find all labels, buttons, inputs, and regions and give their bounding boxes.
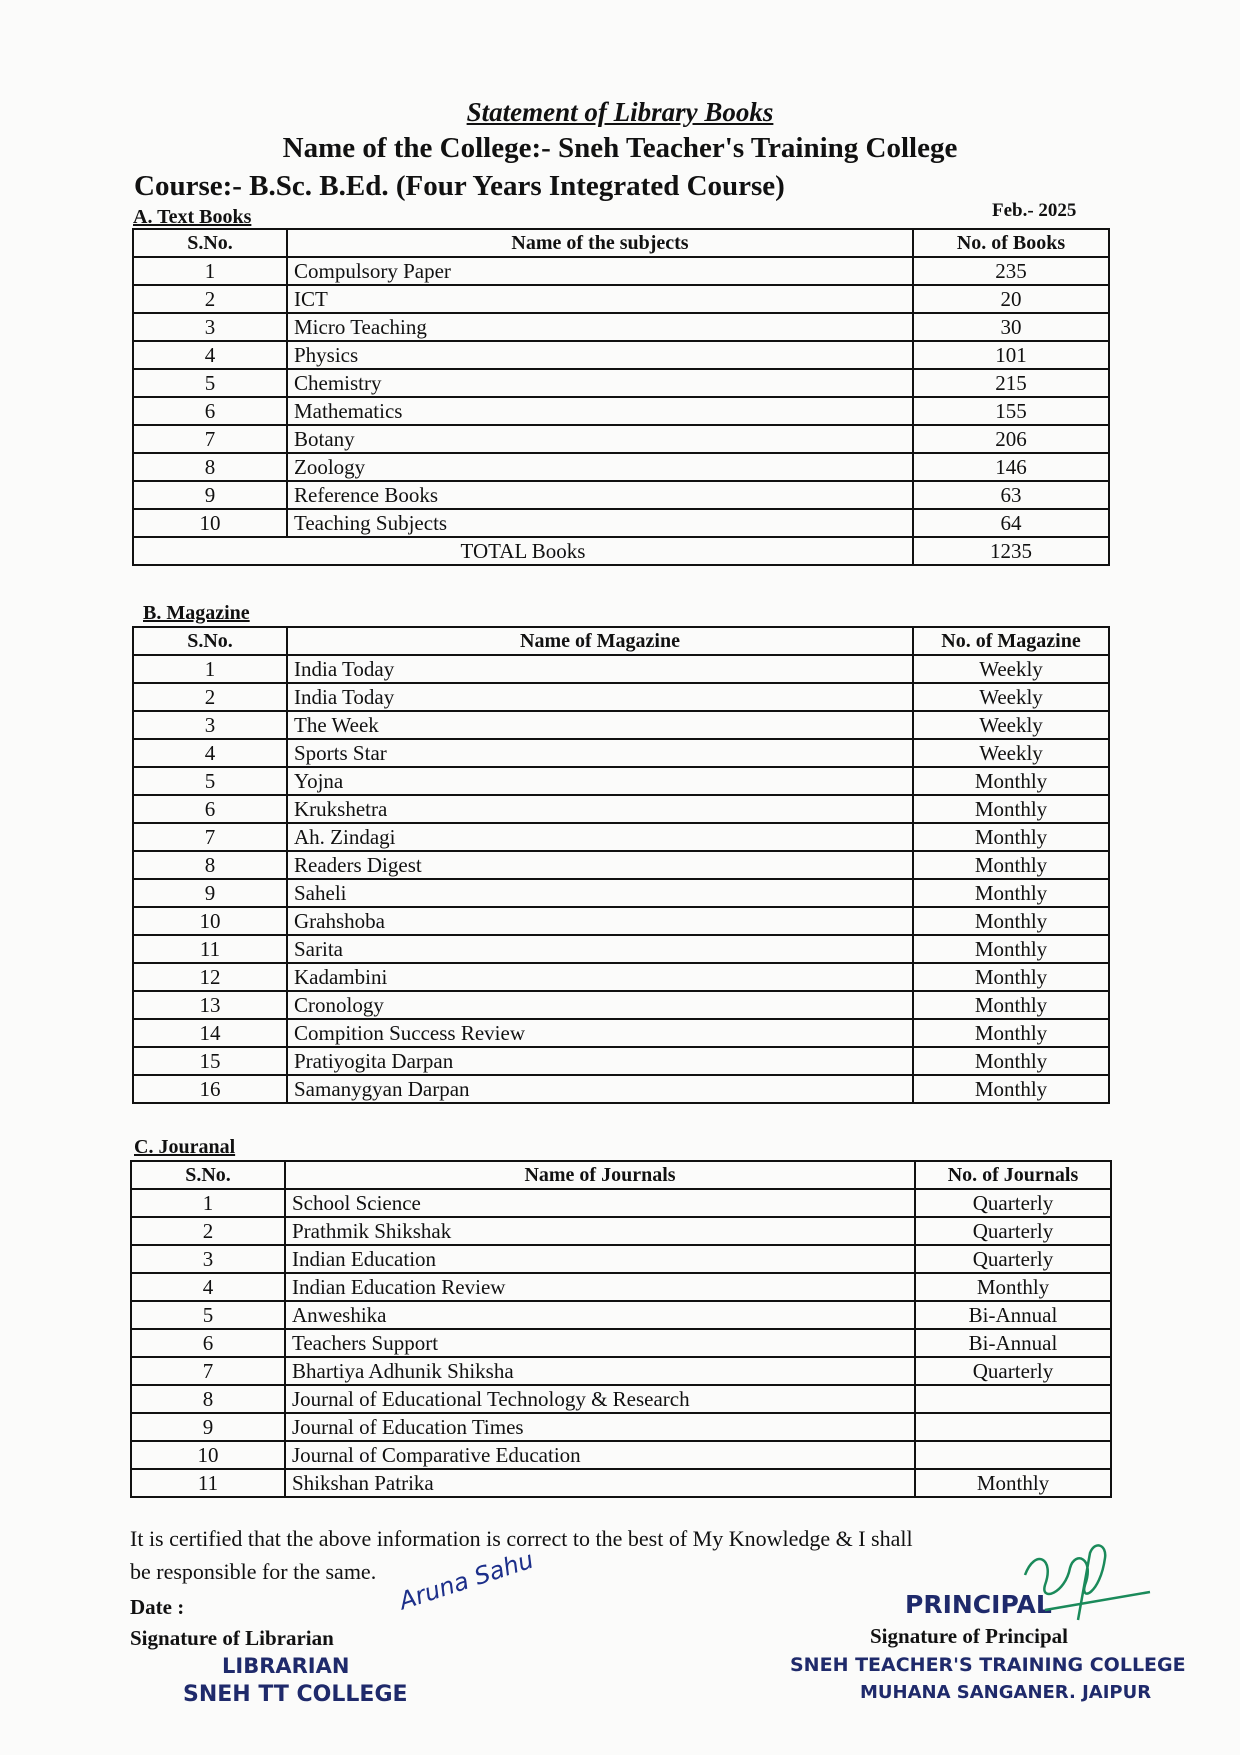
column-header-sno: S.No. bbox=[133, 627, 287, 655]
row-sno: 14 bbox=[133, 1019, 287, 1047]
row-sno: 11 bbox=[133, 935, 287, 963]
row-sno: 6 bbox=[133, 795, 287, 823]
table-row bbox=[133, 1075, 1109, 1103]
journal-table bbox=[130, 1160, 1112, 1498]
row-sno: 8 bbox=[133, 453, 287, 481]
row-value: Monthly bbox=[913, 991, 1109, 1019]
row-name: India Today bbox=[287, 683, 913, 711]
row-value: Quarterly bbox=[915, 1245, 1111, 1273]
row-name: Indian Education bbox=[285, 1245, 915, 1273]
row-name: Samanygyan Darpan bbox=[287, 1075, 913, 1103]
row-value: 235 bbox=[913, 257, 1109, 285]
librarian-stamp-line-2: SNEH TT COLLEGE bbox=[183, 1682, 408, 1707]
row-value: 20 bbox=[913, 285, 1109, 313]
row-value: Weekly bbox=[913, 739, 1109, 767]
table-header-row bbox=[131, 1161, 1111, 1189]
row-name: Saheli bbox=[287, 879, 913, 907]
table-row bbox=[133, 453, 1109, 481]
row-value: Bi-Annual bbox=[915, 1329, 1111, 1357]
table-row bbox=[131, 1189, 1111, 1217]
document-title bbox=[0, 97, 1240, 128]
row-value: Monthly bbox=[913, 1019, 1109, 1047]
row-value: Weekly bbox=[913, 711, 1109, 739]
table-row bbox=[133, 397, 1109, 425]
row-name: Pratiyogita Darpan bbox=[287, 1047, 913, 1075]
table-row bbox=[133, 795, 1109, 823]
row-name: Chemistry bbox=[287, 369, 913, 397]
row-value: Quarterly bbox=[915, 1217, 1111, 1245]
row-value: Monthly bbox=[913, 935, 1109, 963]
table-row bbox=[131, 1273, 1111, 1301]
row-name: Readers Digest bbox=[287, 851, 913, 879]
date-label: Date : bbox=[130, 1595, 185, 1619]
row-name: Anweshika bbox=[285, 1301, 915, 1329]
row-sno: 9 bbox=[133, 481, 287, 509]
table-row bbox=[131, 1441, 1111, 1469]
row-name: Bhartiya Adhunik Shiksha bbox=[285, 1357, 915, 1385]
table-row bbox=[133, 711, 1109, 739]
column-header-count: No. of Books bbox=[913, 229, 1109, 257]
row-value bbox=[915, 1441, 1111, 1469]
table-row bbox=[131, 1469, 1111, 1497]
section-magazine-label: B. Magazine bbox=[143, 602, 250, 624]
row-value: Quarterly bbox=[915, 1357, 1111, 1385]
row-sno: 5 bbox=[133, 369, 287, 397]
row-name: Sarita bbox=[287, 935, 913, 963]
table-row bbox=[133, 683, 1109, 711]
librarian-signature-label: Signature of Librarian bbox=[130, 1626, 334, 1650]
course-name: Course:- B.Sc. B.Ed. (Four Years Integrated Course) bbox=[134, 170, 785, 202]
table-row bbox=[131, 1301, 1111, 1329]
column-header-name: Name of Journals bbox=[285, 1161, 915, 1189]
row-sno: 13 bbox=[133, 991, 287, 1019]
row-sno: 10 bbox=[131, 1441, 285, 1469]
row-name: Krukshetra bbox=[287, 795, 913, 823]
principal-stamp-line-3: MUHANA SANGANER. JAIPUR bbox=[860, 1682, 1152, 1703]
row-name: Reference Books bbox=[287, 481, 913, 509]
section-text-books-label: A. Text Books bbox=[133, 206, 252, 228]
principal-signature-label: Signature of Principal bbox=[870, 1624, 1068, 1648]
row-sno: 5 bbox=[133, 767, 287, 795]
row-value: Monthly bbox=[913, 1047, 1109, 1075]
row-value: Bi-Annual bbox=[915, 1301, 1111, 1329]
row-value: 63 bbox=[913, 481, 1109, 509]
row-sno: 5 bbox=[131, 1301, 285, 1329]
row-sno: 4 bbox=[133, 341, 287, 369]
row-value: Monthly bbox=[913, 795, 1109, 823]
column-header-name: Name of the subjects bbox=[287, 229, 913, 257]
text-books-table bbox=[132, 228, 1110, 566]
table-row bbox=[131, 1217, 1111, 1245]
row-sno: 7 bbox=[133, 425, 287, 453]
row-sno: 3 bbox=[133, 711, 287, 739]
row-name: Mathematics bbox=[287, 397, 913, 425]
row-value: Monthly bbox=[913, 767, 1109, 795]
college-name: Name of the College:- Sneh Teacher's Training College bbox=[282, 132, 958, 164]
principal-stamp-line-1: PRINCIPAL bbox=[905, 1590, 1052, 1619]
row-value: Monthly bbox=[913, 907, 1109, 935]
row-name: Kadambini bbox=[287, 963, 913, 991]
table-row bbox=[131, 1245, 1111, 1273]
total-value: 1235 bbox=[913, 537, 1109, 565]
row-name: Zoology bbox=[287, 453, 913, 481]
row-name: Shikshan Patrika bbox=[285, 1469, 915, 1497]
table-row bbox=[133, 935, 1109, 963]
section-journal-label: C. Jouranal bbox=[134, 1136, 236, 1158]
table-row bbox=[133, 341, 1109, 369]
column-header-frequency: No. of Magazine bbox=[913, 627, 1109, 655]
row-sno: 9 bbox=[133, 879, 287, 907]
row-sno: 7 bbox=[133, 823, 287, 851]
row-sno: 7 bbox=[131, 1357, 285, 1385]
row-name: Journal of Educational Technology & Research bbox=[285, 1385, 915, 1413]
row-sno: 2 bbox=[133, 683, 287, 711]
row-name: Teaching Subjects bbox=[287, 509, 913, 537]
row-name: Compition Success Review bbox=[287, 1019, 913, 1047]
row-sno: 15 bbox=[133, 1047, 287, 1075]
row-sno: 1 bbox=[131, 1189, 285, 1217]
column-header-name: Name of Magazine bbox=[287, 627, 913, 655]
row-name: Indian Education Review bbox=[285, 1273, 915, 1301]
row-name: Botany bbox=[287, 425, 913, 453]
table-row bbox=[133, 907, 1109, 935]
row-value: 206 bbox=[913, 425, 1109, 453]
column-header-frequency: No. of Journals bbox=[915, 1161, 1111, 1189]
row-name: Journal of Education Times bbox=[285, 1413, 915, 1441]
row-value: Monthly bbox=[915, 1273, 1111, 1301]
table-row bbox=[133, 509, 1109, 537]
statement-date: Feb.- 2025 bbox=[992, 200, 1077, 221]
table-row bbox=[133, 481, 1109, 509]
table-row bbox=[133, 369, 1109, 397]
row-sno: 10 bbox=[133, 509, 287, 537]
row-sno: 11 bbox=[131, 1469, 285, 1497]
row-name: Teachers Support bbox=[285, 1329, 915, 1357]
total-label: TOTAL Books bbox=[133, 537, 913, 565]
row-sno: 9 bbox=[131, 1413, 285, 1441]
row-value: Monthly bbox=[913, 823, 1109, 851]
row-name: Physics bbox=[287, 341, 913, 369]
row-value: 64 bbox=[913, 509, 1109, 537]
row-sno: 3 bbox=[133, 313, 287, 341]
row-name: Ah. Zindagi bbox=[287, 823, 913, 851]
total-row bbox=[133, 537, 1109, 565]
row-value: 155 bbox=[913, 397, 1109, 425]
row-sno: 8 bbox=[133, 851, 287, 879]
table-row bbox=[133, 655, 1109, 683]
row-value: Monthly bbox=[913, 1075, 1109, 1103]
row-sno: 1 bbox=[133, 655, 287, 683]
row-name: ICT bbox=[287, 285, 913, 313]
table-header-row bbox=[133, 229, 1109, 257]
row-name: Micro Teaching bbox=[287, 313, 913, 341]
column-header-sno: S.No. bbox=[131, 1161, 285, 1189]
row-name: The Week bbox=[287, 711, 913, 739]
table-row bbox=[133, 285, 1109, 313]
table-row bbox=[133, 1019, 1109, 1047]
principal-signature-icon bbox=[1010, 1540, 1160, 1630]
row-sno: 6 bbox=[131, 1329, 285, 1357]
row-value: 101 bbox=[913, 341, 1109, 369]
librarian-stamp-line-1: LIBRARIAN bbox=[222, 1654, 350, 1678]
row-sno: 2 bbox=[133, 285, 287, 313]
librarian-signature: Aruna Sahu bbox=[395, 1545, 537, 1616]
row-name: India Today bbox=[287, 655, 913, 683]
magazine-table bbox=[132, 626, 1110, 1104]
row-sno: 4 bbox=[133, 739, 287, 767]
row-name: School Science bbox=[285, 1189, 915, 1217]
table-row bbox=[133, 767, 1109, 795]
table-row bbox=[133, 425, 1109, 453]
table-row bbox=[133, 851, 1109, 879]
row-value: Weekly bbox=[913, 683, 1109, 711]
table-header-row bbox=[133, 627, 1109, 655]
row-value: 146 bbox=[913, 453, 1109, 481]
table-row bbox=[133, 879, 1109, 907]
row-value: 215 bbox=[913, 369, 1109, 397]
row-sno: 16 bbox=[133, 1075, 287, 1103]
certification-line-2: be responsible for the same. bbox=[130, 1559, 377, 1584]
row-sno: 3 bbox=[131, 1245, 285, 1273]
row-name: Sports Star bbox=[287, 739, 913, 767]
row-sno: 10 bbox=[133, 907, 287, 935]
row-name: Journal of Comparative Education bbox=[285, 1441, 915, 1469]
row-value: Monthly bbox=[913, 879, 1109, 907]
certification-statement bbox=[130, 1522, 1090, 1588]
row-value: Weekly bbox=[913, 655, 1109, 683]
table-row bbox=[133, 963, 1109, 991]
row-value bbox=[915, 1413, 1111, 1441]
row-name: Yojna bbox=[287, 767, 913, 795]
table-row bbox=[133, 739, 1109, 767]
row-value: Monthly bbox=[913, 963, 1109, 991]
row-sno: 2 bbox=[131, 1217, 285, 1245]
row-value bbox=[915, 1385, 1111, 1413]
table-row bbox=[131, 1413, 1111, 1441]
row-value: Quarterly bbox=[915, 1189, 1111, 1217]
row-sno: 6 bbox=[133, 397, 287, 425]
row-name: Cronology bbox=[287, 991, 913, 1019]
table-row bbox=[131, 1357, 1111, 1385]
principal-stamp-line-2: SNEH TEACHER'S TRAINING COLLEGE bbox=[790, 1654, 1186, 1676]
row-value: 30 bbox=[913, 313, 1109, 341]
table-row bbox=[133, 257, 1109, 285]
document-title-text: Statement of Library Books bbox=[466, 97, 774, 127]
row-sno: 4 bbox=[131, 1273, 285, 1301]
table-row bbox=[133, 1047, 1109, 1075]
row-name: Compulsory Paper bbox=[287, 257, 913, 285]
table-row bbox=[133, 823, 1109, 851]
column-header-sno: S.No. bbox=[133, 229, 287, 257]
row-sno: 1 bbox=[133, 257, 287, 285]
row-name: Prathmik Shikshak bbox=[285, 1217, 915, 1245]
certification-line-1: It is certified that the above information is correct to the best of My Knowledge & I shall bbox=[130, 1526, 913, 1551]
row-value: Monthly bbox=[915, 1469, 1111, 1497]
row-sno: 8 bbox=[131, 1385, 285, 1413]
row-sno: 12 bbox=[133, 963, 287, 991]
row-name: Grahshoba bbox=[287, 907, 913, 935]
table-row bbox=[131, 1385, 1111, 1413]
row-value: Monthly bbox=[913, 851, 1109, 879]
table-row bbox=[131, 1329, 1111, 1357]
table-row bbox=[133, 991, 1109, 1019]
table-row bbox=[133, 313, 1109, 341]
